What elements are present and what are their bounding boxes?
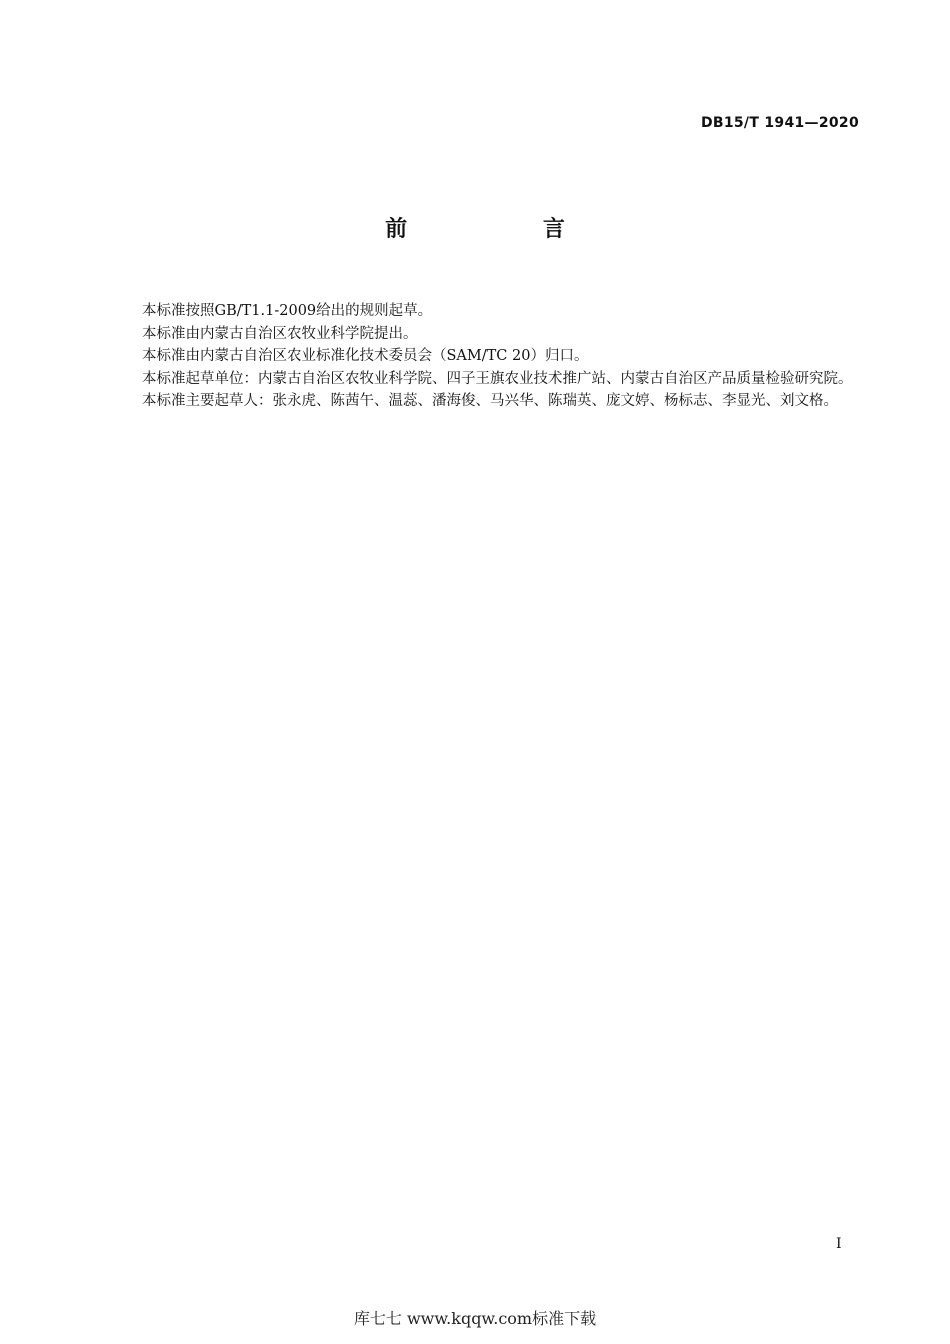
- paragraph-drafters: 本标准主要起草人：张永虎、陈茜午、温蕊、潘海俊、马兴华、陈瑞英、庞文婷、杨标志、李显光、刘文格。: [142, 393, 838, 410]
- document-body: [113, 300, 860, 413]
- paragraph-proposer: 本标准由内蒙古自治区农牧业科学院提出。: [142, 325, 418, 342]
- paragraph-centralized-unit: 本标准由内蒙古自治区农业标准化技术委员会（SAM/TC 20）归口。: [142, 348, 589, 365]
- page-title: 前 言: [385, 217, 629, 242]
- standard-code: DB15/T 1941—2020: [700, 115, 859, 131]
- watermark-text: 库七七 www.kqqw.com标准下载: [353, 1309, 597, 1328]
- page-number: I: [836, 1236, 842, 1252]
- paragraph-drafting-units: 本标准起草单位：内蒙古自治区农牧业科学院、四子王旗农业技术推广站、内蒙古自治区产品质量检验研究院。: [142, 370, 853, 387]
- paragraph-drafting-rules: 本标准按照GB/T1.1-2009给出的规则起草。: [142, 303, 433, 319]
